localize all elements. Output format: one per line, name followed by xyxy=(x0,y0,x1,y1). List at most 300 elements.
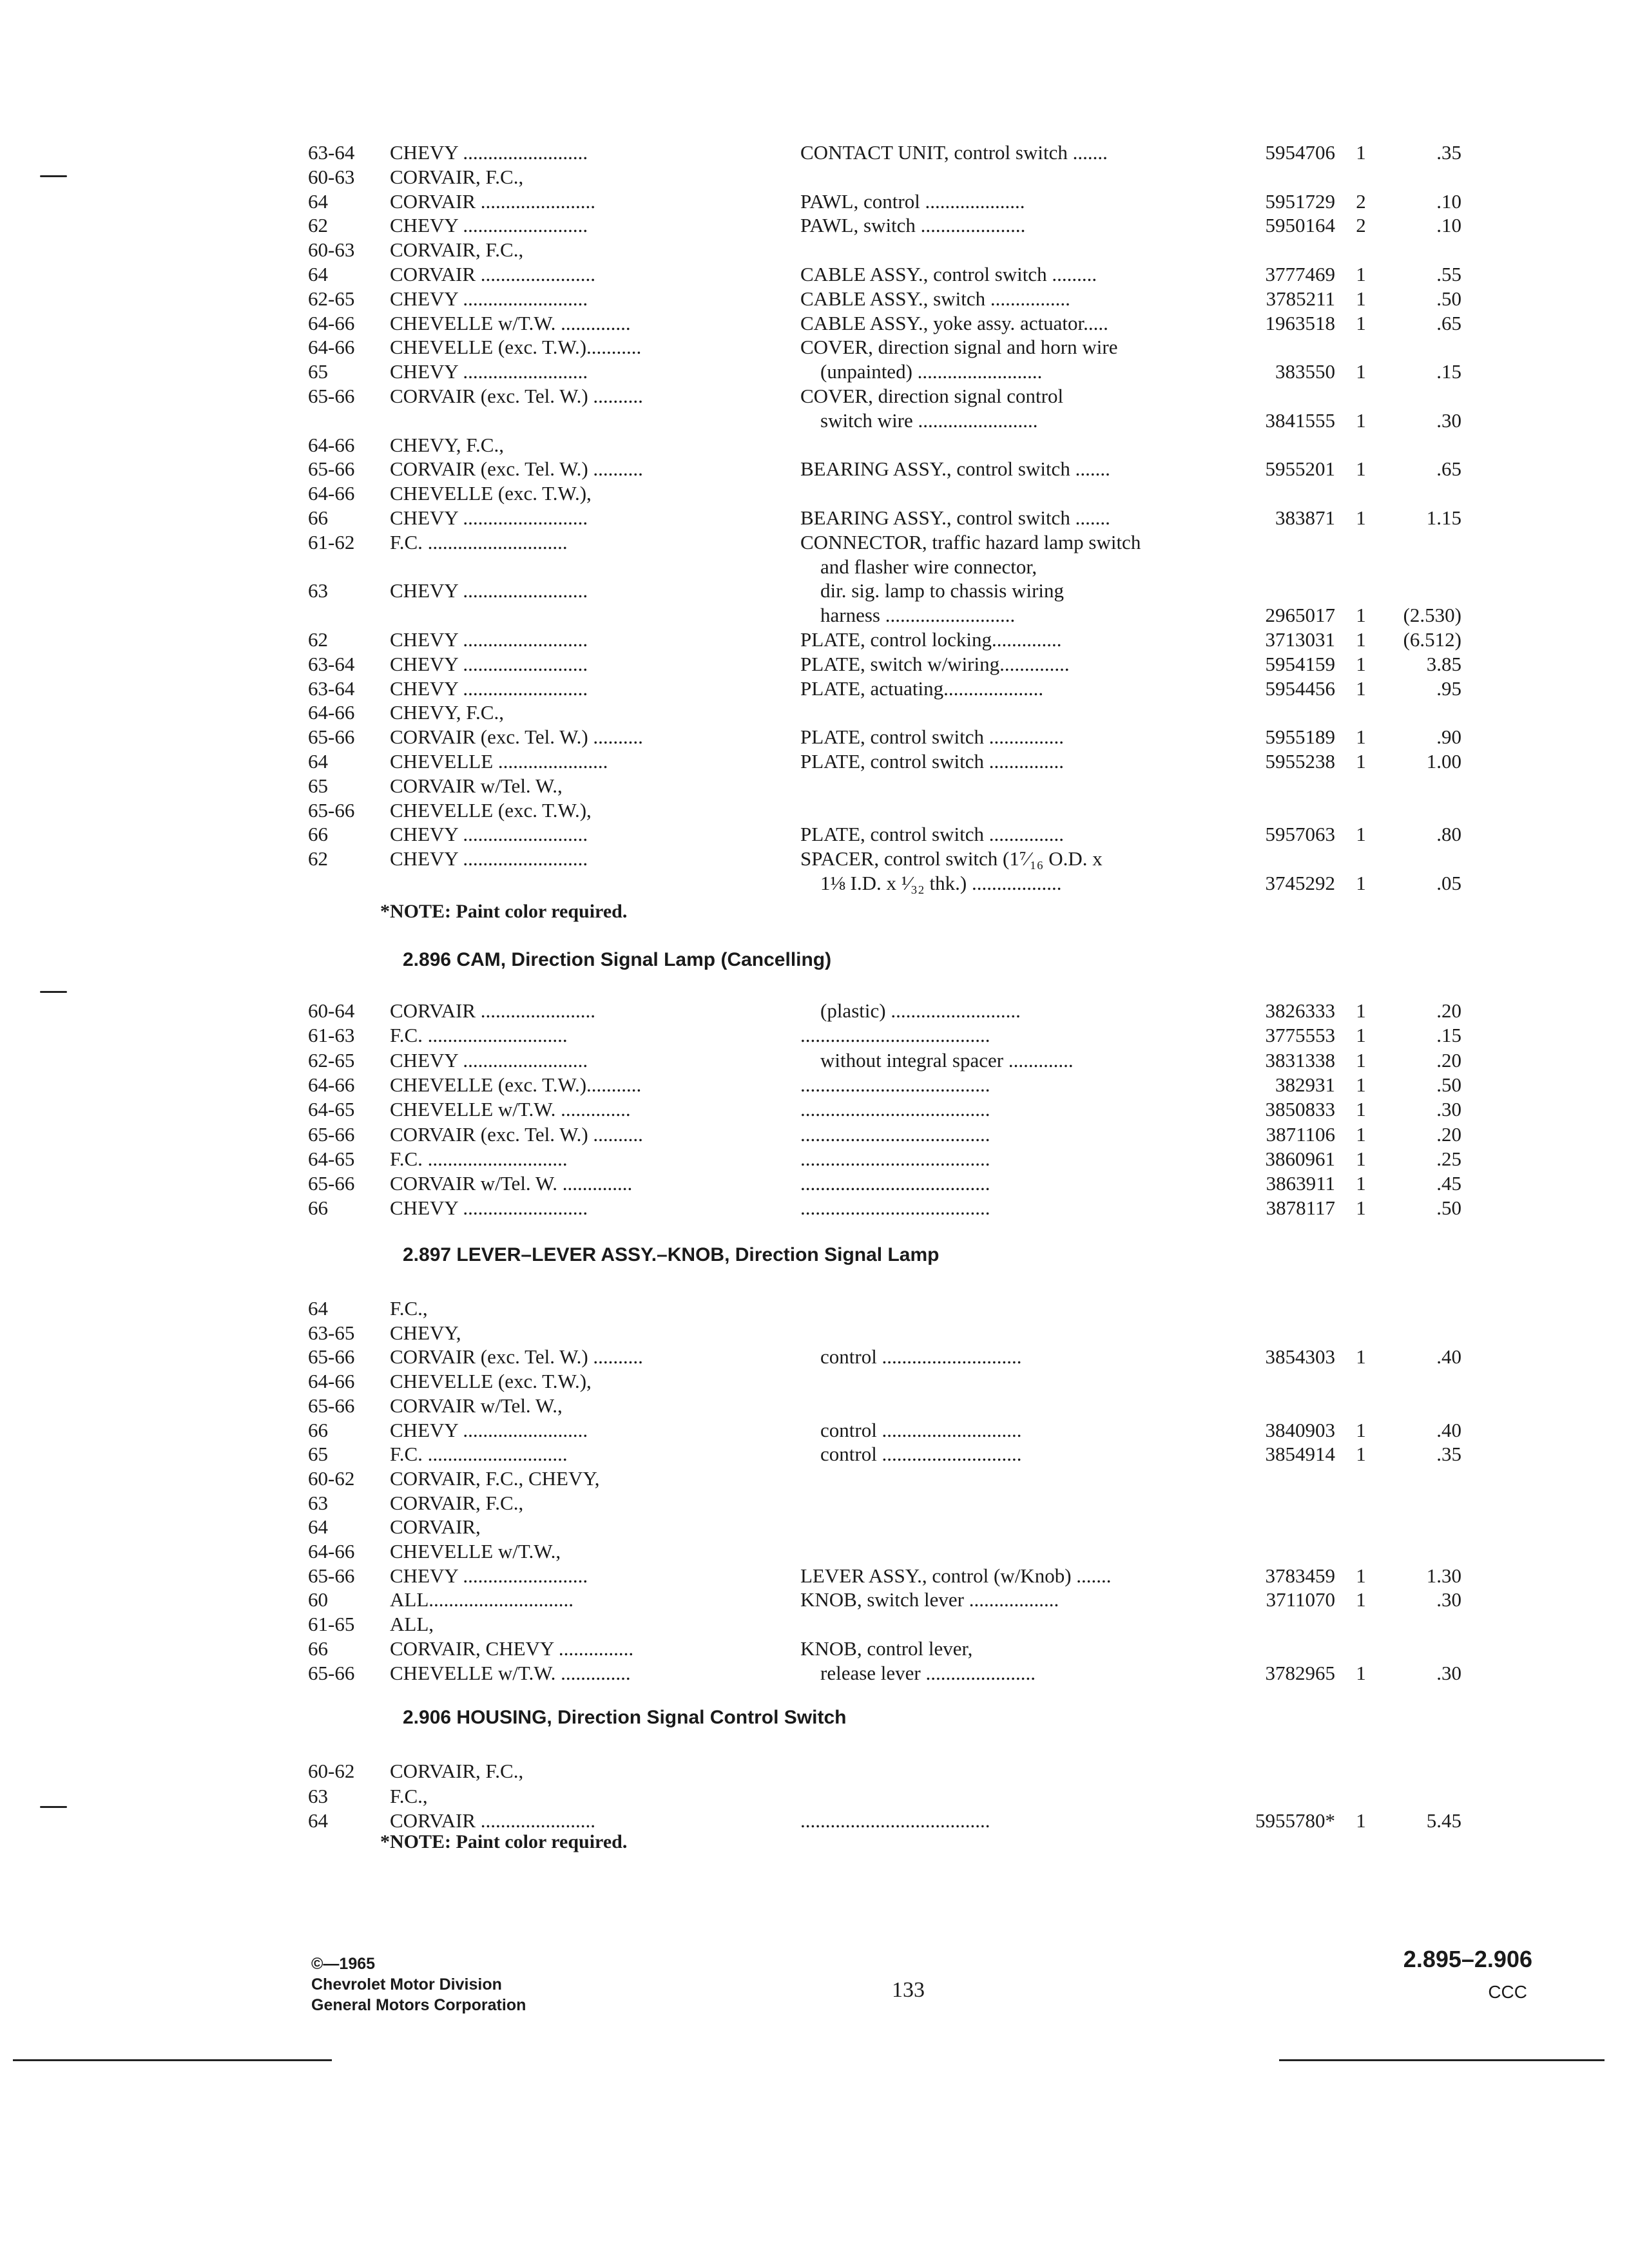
quantity: 1 xyxy=(1356,1564,1366,1587)
quantity: 1 xyxy=(1356,1098,1366,1120)
parts-row xyxy=(0,335,1629,360)
part-number: 3854914 xyxy=(1265,1443,1335,1465)
part-number: 3871106 xyxy=(1266,1123,1335,1146)
vehicle-line: CORVAIR, F.C., xyxy=(390,238,524,261)
vehicle-line: CHEVY ......................... xyxy=(390,847,588,870)
price: .50 xyxy=(1436,1196,1461,1219)
part-number: 3713031 xyxy=(1265,628,1335,651)
price: .20 xyxy=(1436,1123,1461,1146)
parts-row xyxy=(0,1539,1629,1564)
parts-row xyxy=(0,1612,1629,1637)
price: .15 xyxy=(1436,1024,1461,1046)
model-years: 61-63 xyxy=(308,1024,355,1046)
price: .50 xyxy=(1436,1073,1461,1096)
quantity: 1 xyxy=(1356,1662,1366,1684)
vehicle-line: F.C. ............................ xyxy=(390,1148,568,1170)
parts-row xyxy=(0,1296,1629,1321)
price: (2.530) xyxy=(1403,604,1461,626)
paint-note: *NOTE: Paint color required. xyxy=(380,1831,628,1852)
model-years: 60-64 xyxy=(308,999,355,1022)
parts-row xyxy=(0,530,1629,555)
vehicle-line: F.C. ............................ xyxy=(390,1443,568,1465)
vehicle-line: CHEVY ......................... xyxy=(390,1196,588,1219)
parts-row xyxy=(0,506,1629,530)
price: .90 xyxy=(1436,726,1461,748)
part-description: ...................................... xyxy=(800,1148,990,1170)
quantity: 1 xyxy=(1356,726,1366,748)
quantity: 2 xyxy=(1356,214,1366,236)
part-description: 1⅛ I.D. x ¹⁄₃₂ thk.) .................. xyxy=(800,872,1062,894)
parts-row xyxy=(0,213,1629,238)
vehicle-line: CHEVY ......................... xyxy=(390,506,588,529)
parts-row xyxy=(0,579,1629,603)
part-number: 382931 xyxy=(1275,1073,1335,1096)
part-number: 5955201 xyxy=(1265,457,1335,480)
page-number: 133 xyxy=(892,1978,925,2002)
part-description: CONTACT UNIT, control switch ....... xyxy=(800,141,1108,164)
model-years: 64-66 xyxy=(308,701,355,724)
parts-row xyxy=(0,140,1629,165)
quantity: 1 xyxy=(1356,653,1366,675)
model-years: 65 xyxy=(308,360,328,383)
parts-row xyxy=(0,1097,1629,1122)
part-number: 3863911 xyxy=(1266,1172,1335,1195)
parts-row xyxy=(0,311,1629,336)
model-years: 65 xyxy=(308,1443,328,1465)
model-years: 64-66 xyxy=(308,482,355,505)
price: (6.512) xyxy=(1403,628,1461,651)
part-number: 3841555 xyxy=(1265,409,1335,432)
part-description: PLATE, switch w/wiring.............. xyxy=(800,653,1070,675)
quantity: 1 xyxy=(1356,999,1366,1022)
part-number: 3775553 xyxy=(1265,1024,1335,1046)
model-years: 62-65 xyxy=(308,287,355,310)
part-description: LEVER ASSY., control (w/Knob) ....... xyxy=(800,1564,1112,1587)
parts-row xyxy=(0,1073,1629,1097)
model-years: 66 xyxy=(308,1637,328,1660)
quantity: 1 xyxy=(1356,263,1366,285)
catalog-code: CCC xyxy=(1488,1982,1527,2002)
model-years: 64 xyxy=(308,1515,328,1538)
parts-row xyxy=(0,847,1629,871)
quantity: 1 xyxy=(1356,823,1366,845)
vehicle-line: CORVAIR w/Tel. W., xyxy=(390,774,563,797)
part-number: 3826333 xyxy=(1265,999,1335,1022)
part-description: CABLE ASSY., switch ................ xyxy=(800,287,1070,310)
quantity: 2 xyxy=(1356,190,1366,213)
parts-row xyxy=(0,1394,1629,1418)
part-description: PAWL, control .................... xyxy=(800,190,1025,213)
quantity: 1 xyxy=(1356,457,1366,480)
price: 1.30 xyxy=(1426,1564,1461,1587)
vehicle-line: CHEVELLE ...................... xyxy=(390,750,608,773)
model-years: 65-66 xyxy=(308,1345,355,1368)
part-description: control ............................ xyxy=(800,1443,1022,1465)
model-years: 64-66 xyxy=(308,1370,355,1392)
vehicle-line: CHEVY, F.C., xyxy=(390,434,504,456)
vehicle-line: CHEVELLE (exc. T.W.)........... xyxy=(390,1073,642,1096)
quantity: 1 xyxy=(1356,1123,1366,1146)
part-description: ...................................... xyxy=(800,1172,990,1195)
parts-row xyxy=(0,1515,1629,1539)
vehicle-line: CORVAIR, F.C., xyxy=(390,166,524,188)
part-description: release lever ...................... xyxy=(800,1662,1036,1684)
parts-row xyxy=(0,408,1629,433)
quantity: 1 xyxy=(1356,287,1366,310)
part-description: COVER, direction signal and horn wire xyxy=(800,336,1118,358)
model-years: 64-66 xyxy=(308,312,355,334)
part-number: 5955238 xyxy=(1265,750,1335,773)
price: .35 xyxy=(1436,1443,1461,1465)
price: .30 xyxy=(1436,409,1461,432)
parts-row xyxy=(0,555,1629,579)
parts-row xyxy=(0,999,1629,1023)
vehicle-line: CORVAIR w/Tel. W. .............. xyxy=(390,1172,633,1195)
vehicle-line: CHEVY ......................... xyxy=(390,141,588,164)
quantity: 1 xyxy=(1356,1809,1366,1832)
vehicle-line: CORVAIR ....................... xyxy=(390,1809,596,1832)
quantity: 1 xyxy=(1356,1024,1366,1046)
quantity: 1 xyxy=(1356,1172,1366,1195)
model-years: 64 xyxy=(308,1809,328,1832)
parts-row xyxy=(0,628,1629,652)
parts-row xyxy=(0,1369,1629,1394)
price: .40 xyxy=(1436,1345,1461,1368)
model-years: 64 xyxy=(308,1297,328,1320)
model-years: 66 xyxy=(308,1196,328,1219)
price: .40 xyxy=(1436,1419,1461,1441)
vehicle-line: CORVAIR (exc. Tel. W.) .......... xyxy=(390,1123,643,1146)
part-description: (unpainted) ......................... xyxy=(800,360,1043,383)
division-line: Chevrolet Motor Division xyxy=(311,1975,502,1994)
part-number: 1963518 xyxy=(1265,312,1335,334)
part-description: KNOB, switch lever .................. xyxy=(800,1588,1059,1611)
vehicle-line: CHEVY ......................... xyxy=(390,579,588,602)
parts-row xyxy=(0,603,1629,628)
parts-row xyxy=(0,822,1629,847)
part-description: BEARING ASSY., control switch ....... xyxy=(800,457,1110,480)
part-description: PLATE, actuating.................... xyxy=(800,677,1044,700)
parts-row xyxy=(0,433,1629,457)
part-description: PLATE, control locking.............. xyxy=(800,628,1062,651)
model-years: 64-66 xyxy=(308,1073,355,1096)
parts-row xyxy=(0,287,1629,311)
price: .30 xyxy=(1436,1588,1461,1611)
price: 1.15 xyxy=(1426,506,1461,529)
part-number: 3785211 xyxy=(1266,287,1335,310)
model-years: 65-66 xyxy=(308,1123,355,1146)
part-number: 5954706 xyxy=(1265,141,1335,164)
parts-row xyxy=(0,1442,1629,1466)
parts-row xyxy=(0,798,1629,823)
parts-row xyxy=(0,749,1629,774)
vehicle-line: CHEVELLE w/T.W., xyxy=(390,1540,561,1562)
model-years: 65-66 xyxy=(308,1564,355,1587)
model-years: 66 xyxy=(308,506,328,529)
model-years: 63 xyxy=(308,1492,328,1514)
publisher-block xyxy=(311,1954,526,2015)
part-description: without integral spacer ............. xyxy=(800,1049,1074,1072)
vehicle-line: CHEVELLE w/T.W. .............. xyxy=(390,312,631,334)
vehicle-line: CORVAIR, F.C., CHEVY, xyxy=(390,1467,600,1490)
vehicle-line: CHEVY, F.C., xyxy=(390,701,504,724)
parts-row xyxy=(0,1147,1629,1171)
vehicle-line: CORVAIR (exc. Tel. W.) .......... xyxy=(390,1345,643,1368)
quantity: 1 xyxy=(1356,506,1366,529)
parts-row xyxy=(0,457,1629,481)
quantity: 1 xyxy=(1356,1148,1366,1170)
part-number: 3850833 xyxy=(1265,1098,1335,1120)
parts-row xyxy=(0,774,1629,798)
part-number: 5954159 xyxy=(1265,653,1335,675)
model-years: 65-66 xyxy=(308,457,355,480)
quantity: 1 xyxy=(1356,409,1366,432)
paint-note: *NOTE: Paint color required. xyxy=(380,901,628,922)
price: .65 xyxy=(1436,457,1461,480)
price: .45 xyxy=(1436,1172,1461,1195)
model-years: 65 xyxy=(308,774,328,797)
vehicle-line: CHEVY ......................... xyxy=(390,628,588,651)
vehicle-line: CHEVY ......................... xyxy=(390,360,588,383)
part-description: control ............................ xyxy=(800,1419,1022,1441)
price: .30 xyxy=(1436,1662,1461,1684)
bottom-rule xyxy=(1279,2059,1605,2061)
vehicle-line: ALL............................. xyxy=(390,1588,574,1611)
model-years: 63-65 xyxy=(308,1321,355,1344)
part-number: 3854303 xyxy=(1265,1345,1335,1368)
part-number: 3777469 xyxy=(1265,263,1335,285)
vehicle-line: CORVAIR w/Tel. W., xyxy=(390,1394,563,1417)
quantity: 1 xyxy=(1356,1049,1366,1072)
price: .20 xyxy=(1436,1049,1461,1072)
vehicle-line: CORVAIR, CHEVY ............... xyxy=(390,1637,634,1660)
vehicle-line: CHEVY ......................... xyxy=(390,287,588,310)
vehicle-line: F.C. ............................ xyxy=(390,1024,568,1046)
vehicle-line: CHEVELLE (exc. T.W.), xyxy=(390,799,592,822)
model-years: 64 xyxy=(308,750,328,773)
part-description: COVER, direction signal control xyxy=(800,385,1064,407)
corporation-line: General Motors Corporation xyxy=(311,1996,526,2014)
quantity: 1 xyxy=(1356,1419,1366,1441)
vehicle-line: ALL, xyxy=(390,1613,434,1635)
part-description: control ............................ xyxy=(800,1345,1022,1368)
vehicle-line: CORVAIR ....................... xyxy=(390,999,596,1022)
quantity: 1 xyxy=(1356,312,1366,334)
model-years: 65-66 xyxy=(308,799,355,822)
parts-row xyxy=(0,1345,1629,1369)
price: .20 xyxy=(1436,999,1461,1022)
quantity: 1 xyxy=(1356,360,1366,383)
model-years: 60-63 xyxy=(308,166,355,188)
vehicle-line: CORVAIR ....................... xyxy=(390,263,596,285)
part-description: (plastic) .......................... xyxy=(800,999,1021,1022)
parts-row xyxy=(0,1661,1629,1686)
price: .65 xyxy=(1436,312,1461,334)
model-years: 65-66 xyxy=(308,385,355,407)
parts-row xyxy=(0,360,1629,384)
model-years: 62 xyxy=(308,628,328,651)
price: .10 xyxy=(1436,190,1461,213)
part-description: harness .......................... xyxy=(800,604,1016,626)
model-years: 65-66 xyxy=(308,726,355,748)
parts-row xyxy=(0,1588,1629,1612)
parts-row xyxy=(0,1171,1629,1196)
part-description: CABLE ASSY., control switch ......... xyxy=(800,263,1097,285)
model-years: 64 xyxy=(308,263,328,285)
vehicle-line: CORVAIR (exc. Tel. W.) .......... xyxy=(390,457,643,480)
parts-row xyxy=(0,165,1629,189)
part-number: 5955189 xyxy=(1265,726,1335,748)
part-description: ...................................... xyxy=(800,1123,990,1146)
part-number: 5950164 xyxy=(1265,214,1335,236)
part-description: PLATE, control switch ............... xyxy=(800,823,1064,845)
quantity: 1 xyxy=(1356,604,1366,626)
part-description: ...................................... xyxy=(800,1024,990,1046)
model-years: 60-62 xyxy=(308,1760,355,1782)
parts-row xyxy=(0,481,1629,506)
quantity: 1 xyxy=(1356,1196,1366,1219)
vehicle-line: CORVAIR, xyxy=(390,1515,481,1538)
model-years: 61-62 xyxy=(308,531,355,553)
part-number: 3745292 xyxy=(1265,872,1335,894)
model-years: 60-63 xyxy=(308,238,355,261)
parts-row xyxy=(0,700,1629,725)
model-years: 63-64 xyxy=(308,653,355,675)
part-number: 383550 xyxy=(1275,360,1335,383)
vehicle-line: CHEVY ......................... xyxy=(390,1419,588,1441)
section-range: 2.895–2.906 xyxy=(1403,1946,1532,1972)
part-description: and flasher wire connector, xyxy=(800,555,1037,578)
vehicle-line: CORVAIR (exc. Tel. W.) .......... xyxy=(390,385,643,407)
vehicle-line: CHEVY ......................... xyxy=(390,677,588,700)
price: 3.85 xyxy=(1426,653,1461,675)
model-years: 60 xyxy=(308,1588,328,1611)
vehicle-line: F.C. ............................ xyxy=(390,531,568,553)
section-heading-2-897: 2.897 LEVER–LEVER ASSY.–KNOB, Direction Signal Lamp xyxy=(403,1244,940,1265)
parts-row xyxy=(0,1048,1629,1073)
parts-row xyxy=(0,1466,1629,1491)
parts-row xyxy=(0,1122,1629,1147)
parts-row xyxy=(0,652,1629,677)
model-years: 63-64 xyxy=(308,677,355,700)
price: .10 xyxy=(1436,214,1461,236)
part-description: CABLE ASSY., yoke assy. actuator..... xyxy=(800,312,1108,334)
part-number: 3711070 xyxy=(1266,1588,1335,1611)
part-number: 383871 xyxy=(1275,506,1335,529)
part-number: 5955780* xyxy=(1255,1809,1335,1832)
part-description: switch wire ........................ xyxy=(800,409,1038,432)
parts-row xyxy=(0,1023,1629,1048)
price: .15 xyxy=(1436,360,1461,383)
section-heading-2-896: 2.896 CAM, Direction Signal Lamp (Cancelling) xyxy=(403,949,832,970)
part-number: 3878117 xyxy=(1266,1196,1335,1219)
parts-row xyxy=(0,1784,1629,1809)
part-description: ...................................... xyxy=(800,1196,990,1219)
model-years: 64 xyxy=(308,190,328,213)
model-years: 63 xyxy=(308,579,328,602)
part-description: PLATE, control switch ............... xyxy=(800,726,1064,748)
price: .50 xyxy=(1436,287,1461,310)
vehicle-line: CORVAIR, F.C., xyxy=(390,1492,524,1514)
model-years: 64-65 xyxy=(308,1098,355,1120)
margin-mark xyxy=(40,991,67,993)
part-number: 3860961 xyxy=(1265,1148,1335,1170)
part-description: SPACER, control switch (1⁷⁄₁₆ O.D. x xyxy=(800,847,1103,870)
quantity: 1 xyxy=(1356,677,1366,700)
vehicle-line: CHEVELLE (exc. T.W.)........... xyxy=(390,336,642,358)
parts-row xyxy=(0,1637,1629,1661)
price: .35 xyxy=(1436,141,1461,164)
part-number: 2965017 xyxy=(1265,604,1335,626)
vehicle-line: CHEVY, xyxy=(390,1321,461,1344)
parts-row xyxy=(0,871,1629,896)
parts-row xyxy=(0,677,1629,701)
quantity: 1 xyxy=(1356,1345,1366,1368)
price: .80 xyxy=(1436,823,1461,845)
model-years: 66 xyxy=(308,1419,328,1441)
part-number: 5957063 xyxy=(1265,823,1335,845)
quantity: 1 xyxy=(1356,141,1366,164)
part-description: KNOB, control lever, xyxy=(800,1637,973,1660)
part-description: dir. sig. lamp to chassis wiring xyxy=(800,579,1065,602)
price: 5.45 xyxy=(1426,1809,1461,1832)
parts-row xyxy=(0,189,1629,214)
part-description: ...................................... xyxy=(800,1809,990,1832)
model-years: 66 xyxy=(308,823,328,845)
vehicle-line: CHEVY ......................... xyxy=(390,1049,588,1072)
model-years: 63-64 xyxy=(308,141,355,164)
quantity: 1 xyxy=(1356,628,1366,651)
quantity: 1 xyxy=(1356,1073,1366,1096)
part-number: 3783459 xyxy=(1265,1564,1335,1587)
model-years: 65-66 xyxy=(308,1394,355,1417)
part-description: PAWL, switch ..................... xyxy=(800,214,1026,236)
price: .95 xyxy=(1436,677,1461,700)
parts-row xyxy=(0,238,1629,262)
part-description: BEARING ASSY., control switch ....... xyxy=(800,506,1110,529)
model-years: 62 xyxy=(308,847,328,870)
vehicle-line: CHEVELLE (exc. T.W.), xyxy=(390,1370,592,1392)
model-years: 64-66 xyxy=(308,434,355,456)
model-years: 62 xyxy=(308,214,328,236)
quantity: 1 xyxy=(1356,1443,1366,1465)
vehicle-line: CHEVELLE w/T.W. .............. xyxy=(390,1662,631,1684)
vehicle-line: F.C., xyxy=(390,1297,428,1320)
parts-row xyxy=(0,1418,1629,1443)
section-heading-2-906: 2.906 HOUSING, Direction Signal Control Switch xyxy=(403,1707,847,1728)
bottom-rule xyxy=(13,2059,332,2061)
price: .30 xyxy=(1436,1098,1461,1120)
parts-row xyxy=(0,1759,1629,1783)
part-number: 5951729 xyxy=(1265,190,1335,213)
parts-row xyxy=(0,725,1629,749)
model-years: 65-66 xyxy=(308,1172,355,1195)
copyright-line: ©—1965 xyxy=(311,1955,376,1973)
parts-row xyxy=(0,1196,1629,1220)
parts-row xyxy=(0,1809,1629,1833)
vehicle-line: CHEVY ......................... xyxy=(390,823,588,845)
quantity: 1 xyxy=(1356,1588,1366,1611)
vehicle-line: F.C., xyxy=(390,1785,428,1807)
parts-row xyxy=(0,1321,1629,1345)
vehicle-line: CORVAIR (exc. Tel. W.) .......... xyxy=(390,726,643,748)
parts-row xyxy=(0,1491,1629,1515)
parts-row xyxy=(0,262,1629,287)
parts-row xyxy=(0,1564,1629,1588)
part-description: PLATE, control switch ............... xyxy=(800,750,1064,773)
price: .55 xyxy=(1436,263,1461,285)
model-years: 62-65 xyxy=(308,1049,355,1072)
